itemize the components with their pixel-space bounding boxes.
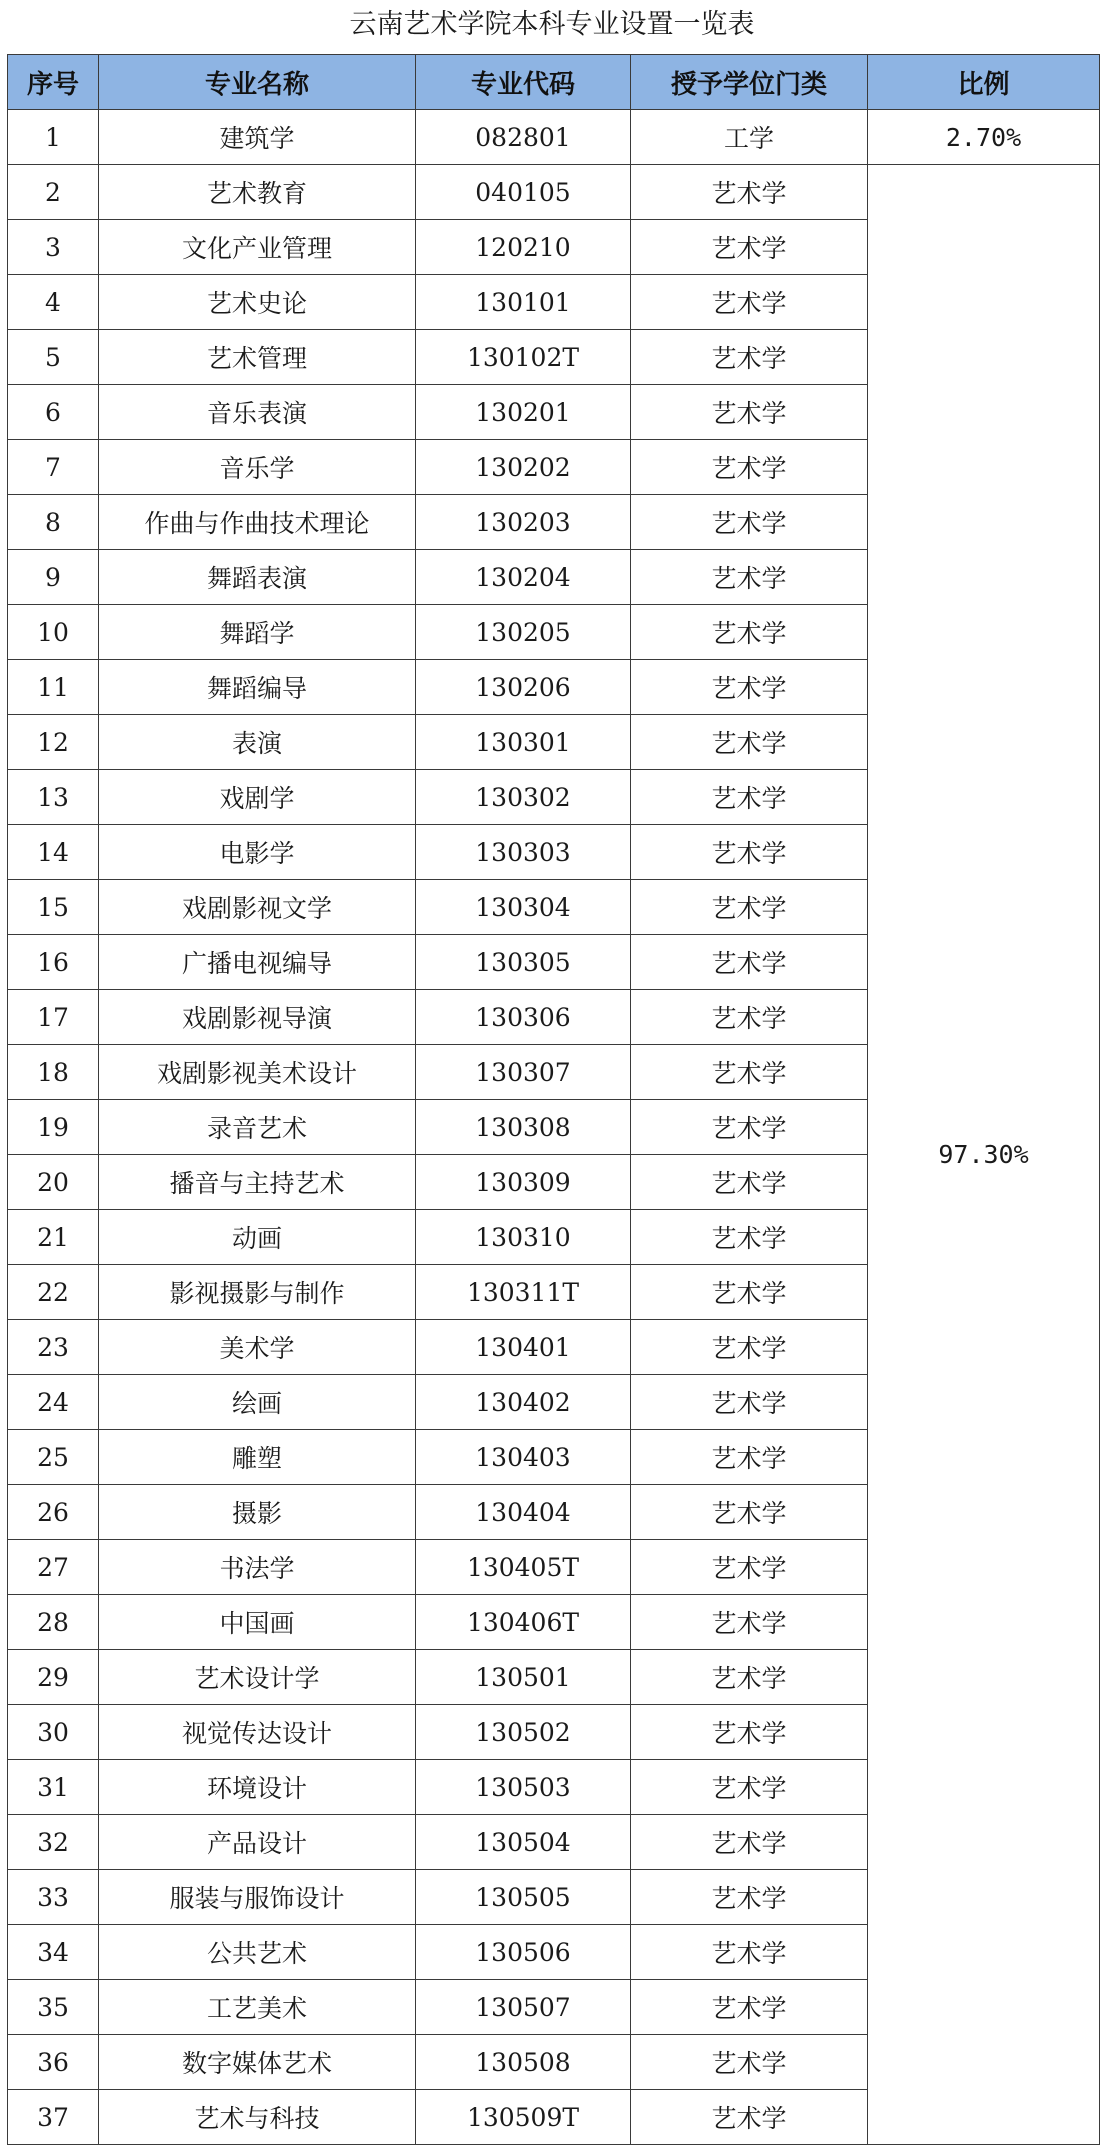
major-name: 表演: [99, 715, 416, 770]
major-name: 产品设计: [99, 1815, 416, 1870]
major-code: 130501: [416, 1650, 631, 1705]
degree-category: 艺术学: [631, 935, 868, 990]
major-code: 130204: [416, 550, 631, 605]
degree-category: 艺术学: [631, 385, 868, 440]
row-number: 4: [8, 275, 99, 330]
row-number: 16: [8, 935, 99, 990]
row-number: 36: [8, 2035, 99, 2090]
major-name: 戏剧影视美术设计: [99, 1045, 416, 1100]
table-header-row: [8, 55, 1100, 110]
row-number: 3: [8, 220, 99, 275]
degree-category: 艺术学: [631, 825, 868, 880]
row-number: 15: [8, 880, 99, 935]
row-number: 9: [8, 550, 99, 605]
major-name: 音乐表演: [99, 385, 416, 440]
major-code: 130505: [416, 1870, 631, 1925]
row-number: 30: [8, 1705, 99, 1760]
row-number: 1: [8, 110, 99, 165]
major-table: [7, 54, 1100, 2145]
major-name: 播音与主持艺术: [99, 1155, 416, 1210]
degree-category: 艺术学: [631, 1540, 868, 1595]
header-no: 序号: [8, 55, 99, 110]
major-name: 视觉传达设计: [99, 1705, 416, 1760]
major-code: 120210: [416, 220, 631, 275]
major-code: 130202: [416, 440, 631, 495]
major-code: 130502: [416, 1705, 631, 1760]
major-code: 130305: [416, 935, 631, 990]
major-code: 130309: [416, 1155, 631, 1210]
row-number: 17: [8, 990, 99, 1045]
degree-category: 艺术学: [631, 1980, 868, 2035]
degree-category: 艺术学: [631, 880, 868, 935]
row-number: 7: [8, 440, 99, 495]
major-code: 082801: [416, 110, 631, 165]
degree-category: 艺术学: [631, 1925, 868, 1980]
row-number: 11: [8, 660, 99, 715]
degree-category: 工学: [631, 110, 868, 165]
major-code: 130504: [416, 1815, 631, 1870]
major-code: 130404: [416, 1485, 631, 1540]
header-ratio: 比例: [868, 55, 1100, 110]
row-number: 24: [8, 1375, 99, 1430]
major-name: 戏剧学: [99, 770, 416, 825]
degree-category: 艺术学: [631, 495, 868, 550]
row-number: 19: [8, 1100, 99, 1155]
major-name: 公共艺术: [99, 1925, 416, 1980]
major-code: 130311T: [416, 1265, 631, 1320]
degree-category: 艺术学: [631, 220, 868, 275]
major-name: 摄影: [99, 1485, 416, 1540]
degree-category: 艺术学: [631, 1100, 868, 1155]
row-number: 25: [8, 1430, 99, 1485]
major-code: 130302: [416, 770, 631, 825]
row-number: 10: [8, 605, 99, 660]
major-name: 艺术史论: [99, 275, 416, 330]
ratio-engineering: 2.70%: [868, 110, 1100, 165]
degree-category: 艺术学: [631, 990, 868, 1045]
degree-category: 艺术学: [631, 440, 868, 495]
degree-category: 艺术学: [631, 2090, 868, 2145]
page-title: 云南艺术学院本科专业设置一览表: [349, 9, 755, 40]
major-code: 130402: [416, 1375, 631, 1430]
table-body: [8, 110, 1100, 2145]
header-major-code: 专业代码: [416, 55, 631, 110]
degree-category: 艺术学: [631, 1650, 868, 1705]
row-number: 5: [8, 330, 99, 385]
major-name: 作曲与作曲技术理论: [99, 495, 416, 550]
row-number: 37: [8, 2090, 99, 2145]
degree-category: 艺术学: [631, 1595, 868, 1650]
row-number: 20: [8, 1155, 99, 1210]
major-name: 文化产业管理: [99, 220, 416, 275]
major-name: 戏剧影视导演: [99, 990, 416, 1045]
major-name: 服装与服饰设计: [99, 1870, 416, 1925]
major-name: 艺术管理: [99, 330, 416, 385]
row-number: 23: [8, 1320, 99, 1375]
major-name: 工艺美术: [99, 1980, 416, 2035]
major-name: 舞蹈表演: [99, 550, 416, 605]
degree-category: 艺术学: [631, 1210, 868, 1265]
major-code: 130401: [416, 1320, 631, 1375]
major-code: 130403: [416, 1430, 631, 1485]
degree-category: 艺术学: [631, 1320, 868, 1375]
major-name: 戏剧影视文学: [99, 880, 416, 935]
major-code: 130101: [416, 275, 631, 330]
major-code: 040105: [416, 165, 631, 220]
degree-category: 艺术学: [631, 1760, 868, 1815]
degree-category: 艺术学: [631, 1155, 868, 1210]
row-number: 28: [8, 1595, 99, 1650]
major-name: 中国画: [99, 1595, 416, 1650]
major-code: 130306: [416, 990, 631, 1045]
major-code: 130509T: [416, 2090, 631, 2145]
row-number: 8: [8, 495, 99, 550]
major-code: 130303: [416, 825, 631, 880]
table-row: [8, 165, 1100, 220]
degree-category: 艺术学: [631, 165, 868, 220]
degree-category: 艺术学: [631, 715, 868, 770]
degree-category: 艺术学: [631, 550, 868, 605]
major-code: 130102T: [416, 330, 631, 385]
row-number: 2: [8, 165, 99, 220]
major-name: 广播电视编导: [99, 935, 416, 990]
major-name: 影视摄影与制作: [99, 1265, 416, 1320]
major-code: 130508: [416, 2035, 631, 2090]
degree-category: 艺术学: [631, 1265, 868, 1320]
row-number: 12: [8, 715, 99, 770]
row-number: 32: [8, 1815, 99, 1870]
major-code: 130405T: [416, 1540, 631, 1595]
major-code: 130304: [416, 880, 631, 935]
degree-category: 艺术学: [631, 1375, 868, 1430]
degree-category: 艺术学: [631, 1045, 868, 1100]
major-code: 130206: [416, 660, 631, 715]
header-major-name: 专业名称: [99, 55, 416, 110]
major-name: 环境设计: [99, 1760, 416, 1815]
major-name: 艺术教育: [99, 165, 416, 220]
degree-category: 艺术学: [631, 330, 868, 385]
major-name: 舞蹈学: [99, 605, 416, 660]
row-number: 29: [8, 1650, 99, 1705]
row-number: 34: [8, 1925, 99, 1980]
major-code: 130201: [416, 385, 631, 440]
row-number: 31: [8, 1760, 99, 1815]
table-row: [8, 110, 1100, 165]
major-name: 动画: [99, 1210, 416, 1265]
major-name: 电影学: [99, 825, 416, 880]
major-name: 录音艺术: [99, 1100, 416, 1155]
major-name: 美术学: [99, 1320, 416, 1375]
major-code: 130301: [416, 715, 631, 770]
major-code: 130310: [416, 1210, 631, 1265]
major-code: 130503: [416, 1760, 631, 1815]
major-code: 130507: [416, 1980, 631, 2035]
row-number: 26: [8, 1485, 99, 1540]
degree-category: 艺术学: [631, 660, 868, 715]
degree-category: 艺术学: [631, 1485, 868, 1540]
degree-category: 艺术学: [631, 605, 868, 660]
degree-category: 艺术学: [631, 1705, 868, 1760]
degree-category: 艺术学: [631, 1430, 868, 1485]
major-name: 艺术设计学: [99, 1650, 416, 1705]
major-name: 艺术与科技: [99, 2090, 416, 2145]
major-name: 建筑学: [99, 110, 416, 165]
row-number: 13: [8, 770, 99, 825]
row-number: 33: [8, 1870, 99, 1925]
major-code: 130308: [416, 1100, 631, 1155]
row-number: 18: [8, 1045, 99, 1100]
major-code: 130307: [416, 1045, 631, 1100]
row-number: 27: [8, 1540, 99, 1595]
degree-category: 艺术学: [631, 770, 868, 825]
header-degree-category: 授予学位门类: [631, 55, 868, 110]
row-number: 6: [8, 385, 99, 440]
major-name: 绘画: [99, 1375, 416, 1430]
major-code: 130205: [416, 605, 631, 660]
degree-category: 艺术学: [631, 1815, 868, 1870]
major-name: 数字媒体艺术: [99, 2035, 416, 2090]
degree-category: 艺术学: [631, 1870, 868, 1925]
major-name: 音乐学: [99, 440, 416, 495]
row-number: 21: [8, 1210, 99, 1265]
row-number: 35: [8, 1980, 99, 2035]
major-name: 舞蹈编导: [99, 660, 416, 715]
major-code: 130506: [416, 1925, 631, 1980]
major-code: 130203: [416, 495, 631, 550]
ratio-arts: 97.30%: [868, 165, 1100, 2145]
major-name: 书法学: [99, 1540, 416, 1595]
row-number: 14: [8, 825, 99, 880]
degree-category: 艺术学: [631, 275, 868, 330]
major-name: 雕塑: [99, 1430, 416, 1485]
row-number: 22: [8, 1265, 99, 1320]
major-code: 130406T: [416, 1595, 631, 1650]
degree-category: 艺术学: [631, 2035, 868, 2090]
